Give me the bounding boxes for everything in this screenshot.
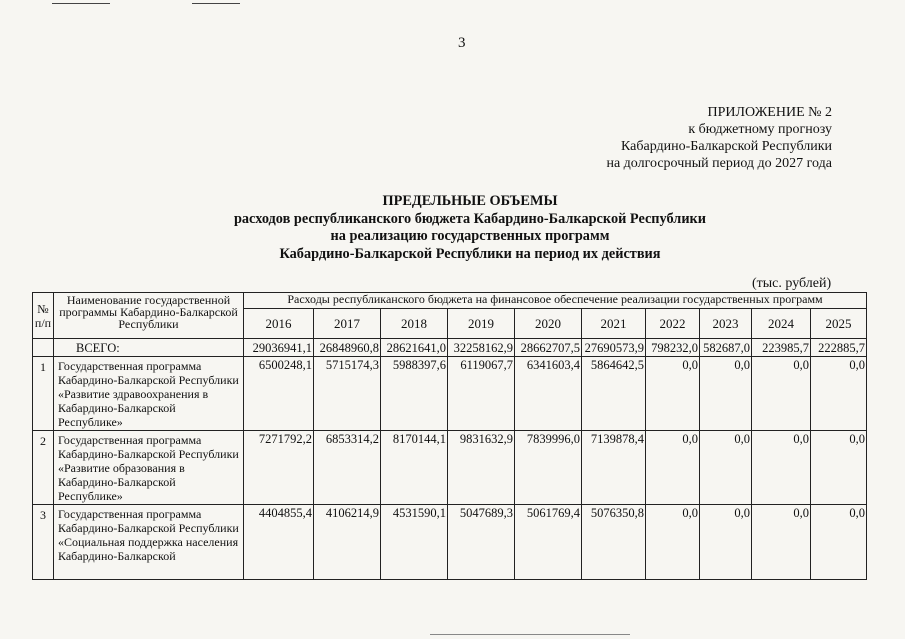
value-cell: 4531590,1 bbox=[381, 505, 448, 580]
value-cell: 0,0 bbox=[646, 357, 700, 431]
program-name: Государственная программа Кабардино-Балкарской Республики «Социальная поддержка населения Кабардино-Балкарской bbox=[54, 505, 244, 580]
value-cell: 29036941,1 bbox=[244, 339, 314, 357]
year-header: 2020 bbox=[515, 309, 582, 339]
value-cell: 7271792,2 bbox=[244, 431, 314, 505]
value-cell: 9831632,9 bbox=[448, 431, 515, 505]
value-cell: 32258162,9 bbox=[448, 339, 515, 357]
value-cell: 27690573,9 bbox=[582, 339, 646, 357]
value-cell: 7139878,4 bbox=[582, 431, 646, 505]
value-cell: 6853314,2 bbox=[314, 431, 381, 505]
document-title bbox=[150, 193, 790, 263]
appendix-line: на долгосрочный период до 2027 года bbox=[606, 156, 832, 171]
appendix-line: к бюджетному прогнозу bbox=[688, 122, 832, 137]
value-cell: 6119067,7 bbox=[448, 357, 515, 431]
value-cell: 0,0 bbox=[811, 431, 867, 505]
title-line: на реализацию государственных программ bbox=[330, 228, 610, 244]
year-header: 2016 bbox=[244, 309, 314, 339]
value-cell: 0,0 bbox=[752, 357, 811, 431]
value-cell: 0,0 bbox=[700, 357, 752, 431]
table-row bbox=[33, 505, 867, 580]
value-cell: 582687,0 bbox=[700, 339, 752, 357]
table-row bbox=[33, 431, 867, 505]
budget-table bbox=[32, 292, 867, 580]
value-cell: 5715174,3 bbox=[314, 357, 381, 431]
value-cell: 5076350,8 bbox=[582, 505, 646, 580]
title-line: Кабардино-Балкарской Республики на период их действия bbox=[279, 245, 661, 262]
program-name: Государственная программа Кабардино-Балкарской Республики «Развитие образования в Кабардино-Балкарской Республике» bbox=[54, 431, 244, 505]
title-line: ПРЕДЕЛЬНЫЕ ОБЪЕМЫ bbox=[382, 193, 558, 209]
row-num: 1 bbox=[33, 357, 54, 431]
appendix-header bbox=[532, 104, 832, 172]
value-cell: 0,0 bbox=[811, 505, 867, 580]
scan-artifact-top-2 bbox=[192, 3, 240, 4]
value-cell: 5988397,6 bbox=[381, 357, 448, 431]
units-label: (тыс. рублей) bbox=[752, 276, 832, 291]
value-cell: 222885,7 bbox=[811, 339, 867, 357]
year-header: 2019 bbox=[448, 309, 515, 339]
value-cell: 0,0 bbox=[700, 431, 752, 505]
row-num: 3 bbox=[33, 505, 54, 580]
value-cell: 223985,7 bbox=[752, 339, 811, 357]
value-cell: 798232,0 bbox=[646, 339, 700, 357]
value-cell: 6341603,4 bbox=[515, 357, 582, 431]
value-cell: 0,0 bbox=[646, 431, 700, 505]
scan-artifact-bottom bbox=[430, 634, 630, 635]
value-cell: 8170144,1 bbox=[381, 431, 448, 505]
value-cell: 4404855,4 bbox=[244, 505, 314, 580]
appendix-line: ПРИЛОЖЕНИЕ № 2 bbox=[707, 105, 832, 120]
value-cell: 28621641,0 bbox=[381, 339, 448, 357]
value-cell: 0,0 bbox=[646, 505, 700, 580]
value-cell: 5061769,4 bbox=[515, 505, 582, 580]
year-header: 2025 bbox=[811, 309, 867, 339]
year-header: 2022 bbox=[646, 309, 700, 339]
year-header: 2021 bbox=[582, 309, 646, 339]
value-cell: 0,0 bbox=[752, 431, 811, 505]
title-line: расходов республиканского бюджета Кабардино-Балкарской Республики bbox=[233, 210, 707, 227]
year-header: 2017 bbox=[314, 309, 381, 339]
row-num: 2 bbox=[33, 431, 54, 505]
value-cell: 5864642,5 bbox=[582, 357, 646, 431]
value-cell: 0,0 bbox=[752, 505, 811, 580]
year-header: 2018 bbox=[381, 309, 448, 339]
value-cell: 5047689,3 bbox=[448, 505, 515, 580]
table-row-total bbox=[33, 339, 867, 357]
table-row bbox=[33, 357, 867, 431]
appendix-line: Кабардино-Балкарской Республики bbox=[621, 139, 832, 154]
value-cell: 28662707,5 bbox=[515, 339, 582, 357]
expenses-span-header: Расходы республиканского бюджета на финансовое обеспечение реализации государственных программ bbox=[244, 293, 867, 309]
value-cell: 0,0 bbox=[811, 357, 867, 431]
total-label: ВСЕГО: bbox=[54, 339, 244, 357]
scan-artifact-top-1 bbox=[52, 3, 110, 4]
year-header: 2024 bbox=[752, 309, 811, 339]
value-cell: 7839996,0 bbox=[515, 431, 582, 505]
value-cell: 4106214,9 bbox=[314, 505, 381, 580]
col-num-header: № п/п bbox=[33, 293, 54, 339]
program-name: Государственная программа Кабардино-Балкарской Республики «Развитие здравоохранения в Кабардино-Балкарской Республике» bbox=[54, 357, 244, 431]
page-number: 3 bbox=[458, 35, 466, 51]
value-cell: 26848960,8 bbox=[314, 339, 381, 357]
year-header: 2023 bbox=[700, 309, 752, 339]
row-num-cell bbox=[33, 339, 54, 357]
value-cell: 0,0 bbox=[700, 505, 752, 580]
value-cell: 6500248,1 bbox=[244, 357, 314, 431]
col-name-header: Наименование государственной программы Кабардино-Балкарской Республики bbox=[54, 293, 244, 339]
